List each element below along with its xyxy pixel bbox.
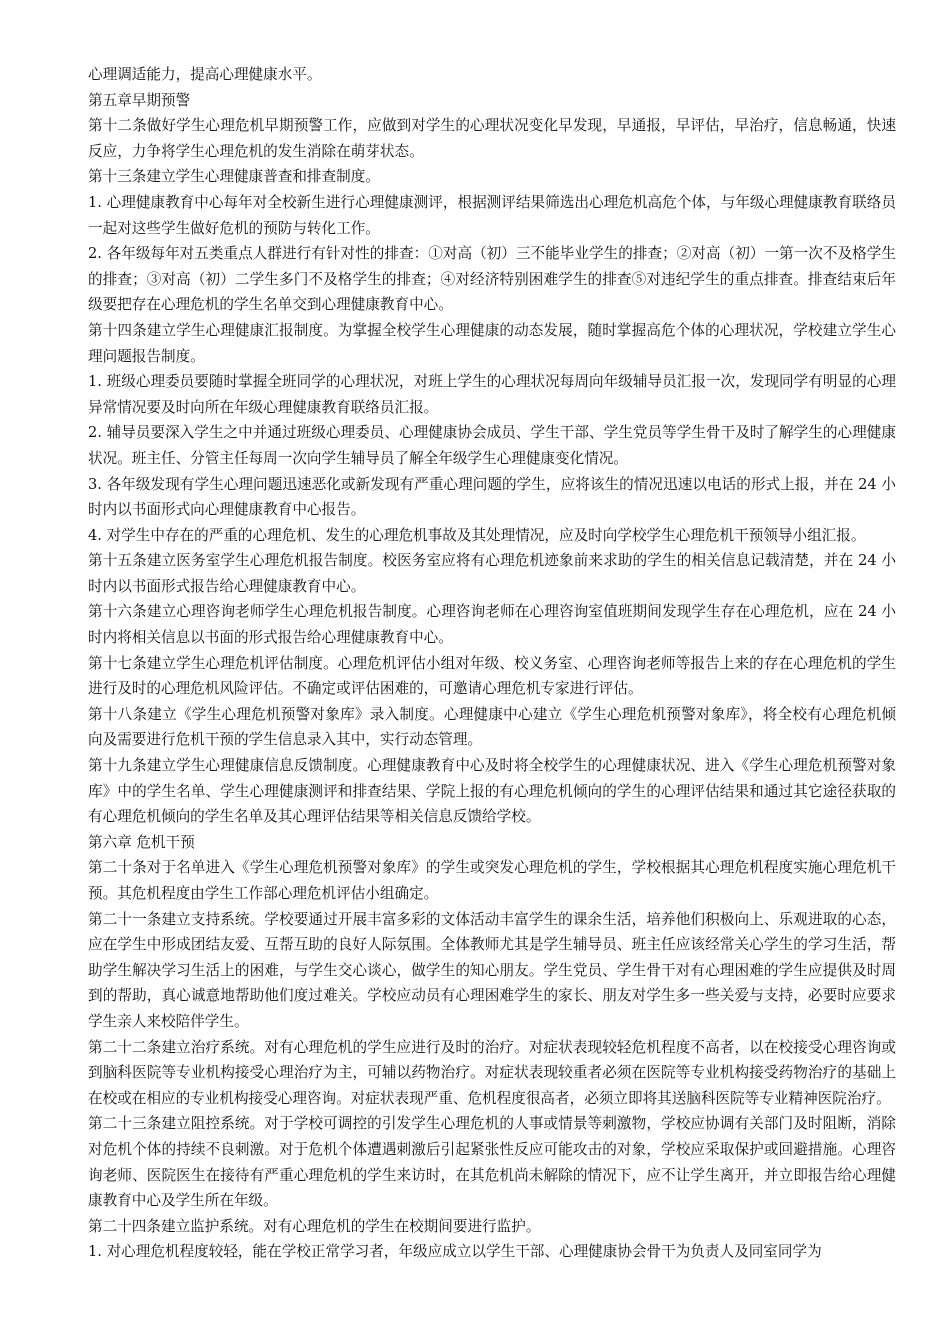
article-14-item-1: 1. 班级心理委员要随时掌握全班同学的心理状况，对班上学生的心理状况每周向年级辅导员汇报一次，发现同学有明显的心理异常情况要及时向所在年级心理健康教育联络员汇报。 bbox=[88, 373, 896, 416]
article-13: 第十三条建立学生心理健康普查和排查制度。 bbox=[88, 168, 380, 186]
article-14-item-3: 3. 各年级发现有学生心理问题迅速恶化或新发现有严重心理问题的学生，应将该生的情况迅速以电话的形式上报，并在 24 小时内以书面形式向心理健康教育中心报告。 bbox=[88, 475, 896, 519]
article-22: 第二十二条建立治疗系统。对有心理危机的学生应进行及时的治疗。对症状表现较轻危机程度不高者，以在校接受心理咨询或到脑科医院等专业机构接受心理治疗为主，可辅以药物治疗。对症状表现较重者必须在医院等专业机构接受药物治疗的基础上在校或在相应的专业机构接受心理咨询。对症状表现严重、危机程度很高者，必须立即将其送脑科医院等专业精神医院治疗。 bbox=[88, 1038, 896, 1107]
article-17: 第十七条建立学生心理危机评估制度。心理危机评估小组对年级、校义务室、心理咨询老师等报告上来的存在心理危机的学生进行及时的心理危机风险评估。不确定或评估困难的，可邀请心理危机专家进行评估。 bbox=[88, 654, 896, 698]
article-24: 第二十四条建立监护系统。对有心理危机的学生在校期间要进行监护。 bbox=[88, 1217, 541, 1235]
article-24-item-1: 1. 对心理危机程度较轻，能在学校正常学习者，年级应成立以学生干部、心理健康协会骨干为负责人及同室同学为 bbox=[88, 1243, 822, 1261]
article-16: 第十六条建立心理咨询老师学生心理危机报告制度。心理咨询老师在心理咨询室值班期间发现学生存在心理危机，应在 24 小时内将相关信息以书面的形式报告给心理健康教育中心。 bbox=[88, 603, 896, 647]
article-13-item-2: 2. 各年级每年对五类重点人群进行有针对性的排查：①对高（初）三不能毕业学生的排查；②对高（初）一第一次不及格学生的排查；③对高（初）二学生多门不及格学生的排查；④对经济特别困难学生的排查⑤对违纪学生的重点排查。排查结束后年级要把存在心理危机的学生名单交到心理健康教育中心。 bbox=[88, 245, 896, 314]
article-20: 第二十条对于名单进入《学生心理危机预警对象库》的学生或突发心理危机的学生，学校根据其心理危机程度实施心理危机干预。其危机程度由学生工作部心理危机评估小组确定。 bbox=[88, 859, 896, 902]
article-23: 第二十三条建立阻控系统。对于学校可调控的引发学生心理危机的人事或情景等刺激物，学校应协调有关部门及时阻断，消除对危机个体的持续不良刺激。对于危机个体遭遇刺激后引起紧张性反应可能攻击的对象，学校应采取保护或回避措施。心理咨询老师、医院医生在接待有严重心理危机的学生来访时，在其危机尚未解除的情况下，应不让学生离开，并立即报告给心理健康教育中心及学生所在年级。 bbox=[88, 1115, 896, 1210]
paragraph-continuation: 心理调适能力，提高心理健康水平。 bbox=[88, 66, 322, 83]
article-18: 第十八条建立《学生心理危机预警对象库》录入制度。心理健康中心建立《学生心理危机预警对象库》，将全校有心理危机倾向及需要进行危机干预的学生信息录入其中，实行动态管理。 bbox=[88, 705, 896, 749]
article-14-item-4: 4. 对学生中存在的严重的心理危机、发生的心理危机事故及其处理情况，应及时向学校学生心理危机干预领导小组汇报。 bbox=[88, 526, 866, 544]
document-page bbox=[88, 62, 896, 1265]
chapter-heading-5: 第五章早期预警 bbox=[88, 91, 191, 109]
chapter-heading-6: 第六章 危机干预 bbox=[88, 833, 195, 851]
article-12: 第十二条做好学生心理危机早期预警工作，应做到对学生的心理状况变化早发现，早通报，早评估，早治疗，信息畅通，快速反应，力争将学生心理危机的发生消除在萌芽状态。 bbox=[88, 117, 896, 160]
article-21: 第二十一条建立支持系统。学校要通过开展丰富多彩的文体活动丰富学生的课余生活，培养他们积极向上、乐观进取的心态，应在学生中形成团结友爱、互帮互助的良好人际氛围。全体教师尤其是学生辅导员、班主任应该经常关心学生的学习生活，帮助学生解决学习生活上的困难，与学生交心谈心，做学生的知心朋友。学生党员、学生骨干对有心理困难的学生应提供及时周到的帮助，真心诚意地帮助他们度过难关。学校应动员有心理困难学生的家长、朋友对学生多一些关爱与支持，必要时应要求学生亲人来校陪伴学生。 bbox=[88, 910, 896, 1030]
article-15: 第十五条建立医务室学生心理危机报告制度。校医务室应将有心理危机迹象前来求助的学生的相关信息记载清楚，并在 24 小时内以书面形式报告给心理健康教育中心。 bbox=[88, 552, 896, 595]
article-14-item-2: 2. 辅导员要深入学生之中并通过班级心理委员、心理健康协会成员、学生干部、学生党员等学生骨干及时了解学生的心理健康状况。班主任、分管主任每周一次向学生辅导员了解全年级学生心理健康变化情况。 bbox=[88, 424, 896, 467]
article-14: 第十四条建立学生心理健康汇报制度。为掌握全校学生心理健康的动态发展，随时掌握高危个体的心理状况，学校建立学生心理问题报告制度。 bbox=[88, 321, 896, 365]
article-19: 第十九条建立学生心理健康信息反馈制度。心理健康教育中心及时将全校学生的心理健康状况、进入《学生心理危机预警对象库》中的学生名单、学生心理健康测评和排查结果、学院上报的有心理危机倾向的学生的心理评估结果和通过其它途径获取的有心理危机倾向的学生名单及其心理评估结果等相关信息反馈给学校。 bbox=[88, 757, 896, 826]
article-13-item-1: 1. 心理健康教育中心每年对全校新生进行心理健康测评，根据测评结果筛选出心理危机高危个体，与年级心理健康教育联络员一起对这些学生做好危机的预防与转化工作。 bbox=[88, 193, 896, 237]
